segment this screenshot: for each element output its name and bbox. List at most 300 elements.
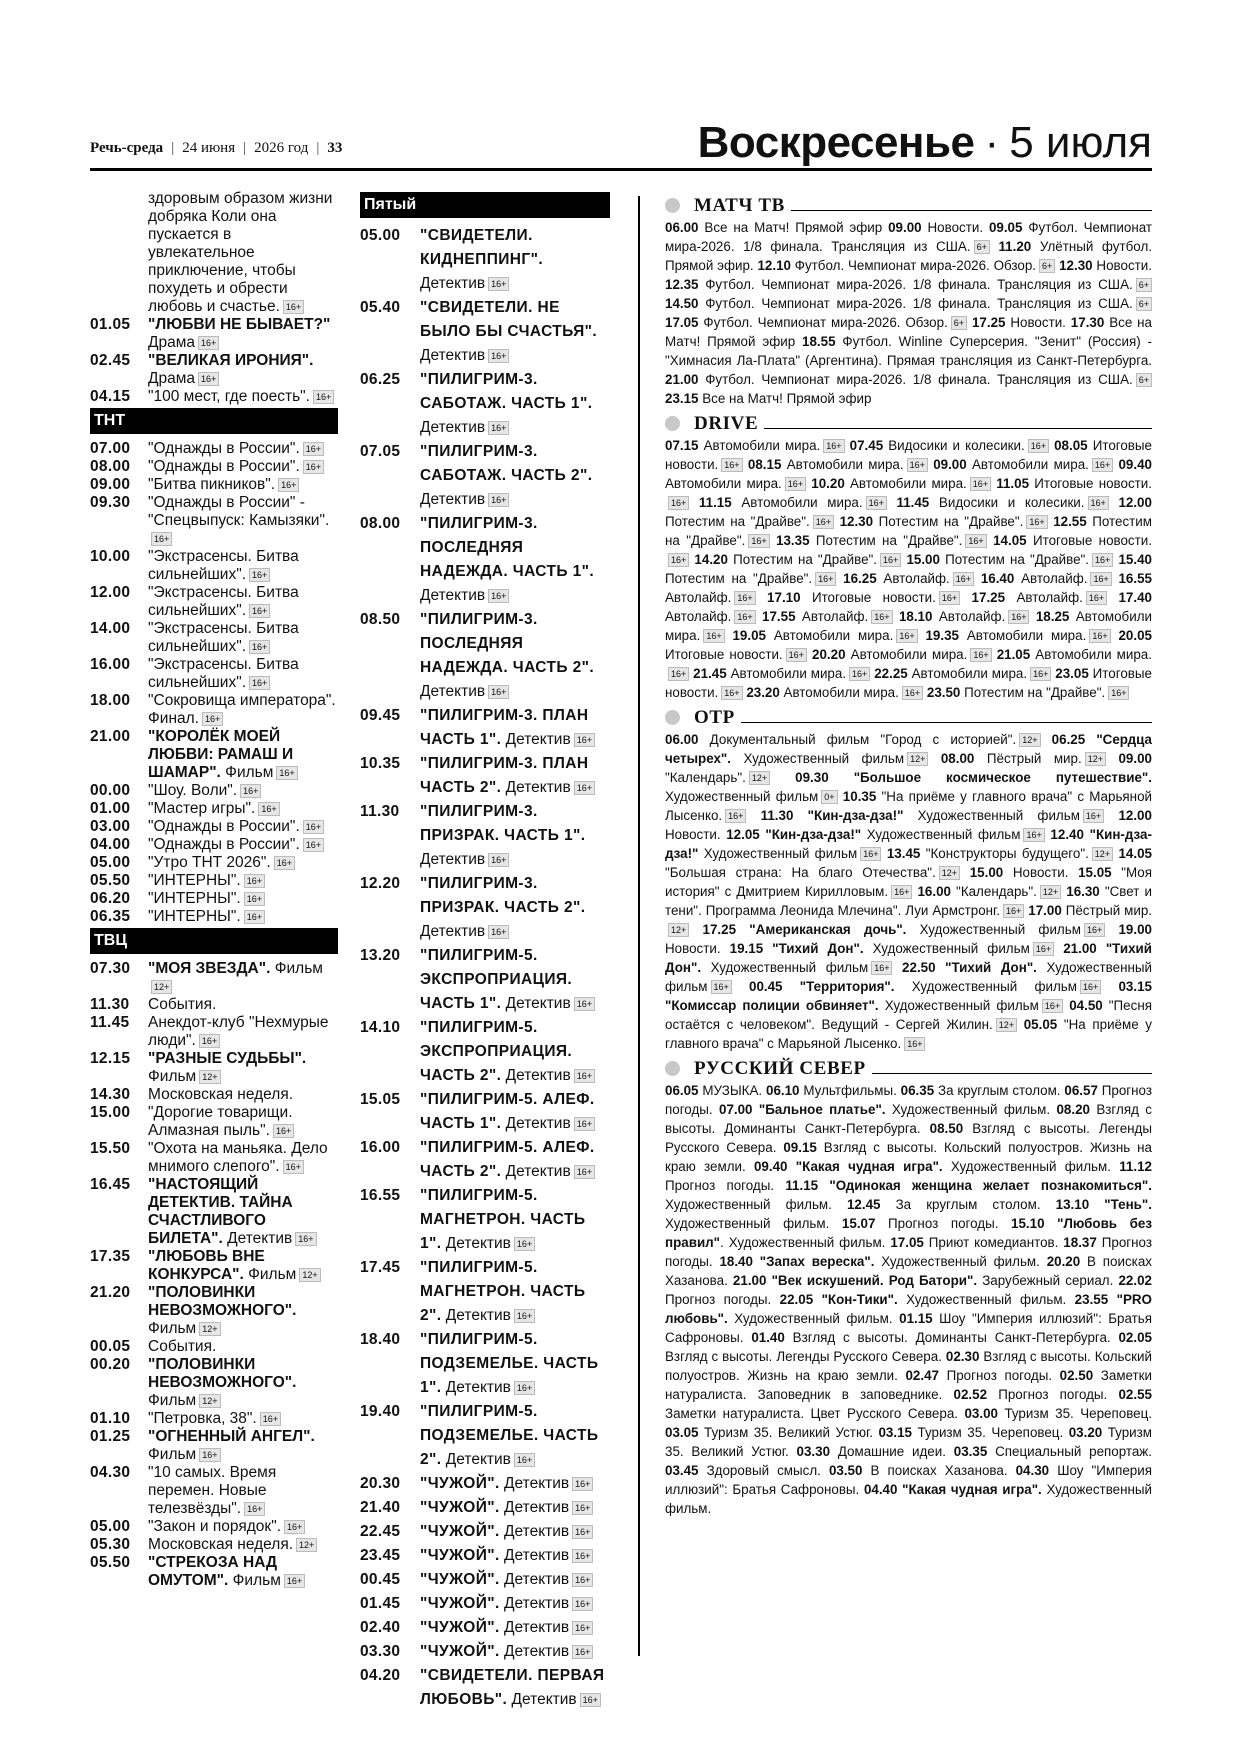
schedule-row xyxy=(360,1568,610,1592)
program-time: 20.30 xyxy=(360,1475,401,1492)
schedule-row xyxy=(90,1086,338,1104)
program-time: 08.50 xyxy=(929,1121,964,1136)
age-rating-badge: 16+ xyxy=(574,733,595,747)
program-time: 21.00 xyxy=(665,372,699,387)
program-description xyxy=(148,996,338,1014)
program-description xyxy=(148,1356,338,1410)
age-rating-badge: 16+ xyxy=(970,648,991,662)
program-time: 13.10 xyxy=(1055,1197,1090,1212)
program-text: Художественный фильм. xyxy=(665,1482,1152,1516)
program-description xyxy=(148,548,338,584)
program-text: Прогноз погоды. xyxy=(665,1292,780,1307)
program-title: "Любовь без правил" xyxy=(665,1216,1152,1250)
program-title: "ПИЛИГРИМ-5. АЛЕФ. ЧАСТЬ 2". xyxy=(420,1139,595,1180)
program-time: 02.45 xyxy=(90,352,131,369)
program-text: Фильм xyxy=(243,1266,297,1283)
age-rating-badge: 16+ xyxy=(488,925,509,939)
program-time: 21.20 xyxy=(90,1284,131,1301)
program-time: 09.00 xyxy=(888,220,922,235)
schedule-row xyxy=(360,944,610,1016)
program-time: 07.45 xyxy=(849,438,884,453)
program-title: "ЧУЖОЙ". xyxy=(420,1619,500,1636)
program-text: "Однажды в России". xyxy=(148,440,300,457)
program-text: "Конструкторы будущего". xyxy=(920,846,1089,861)
program-description xyxy=(420,1256,610,1328)
program-description xyxy=(420,1616,610,1640)
schedule-row xyxy=(90,800,338,818)
program-time: 18.40 xyxy=(719,1254,753,1269)
program-text: Футбол. Чемпионат мира-2026. 1/8 финала. Трансляция из США. xyxy=(698,277,1133,292)
program-text: В поисках Хазанова. xyxy=(862,1463,1016,1478)
channel-header: ТВЦ xyxy=(90,928,338,954)
program-time xyxy=(90,190,148,316)
program-text: Домашние идеи. xyxy=(830,1444,954,1459)
circle-icon xyxy=(665,416,680,431)
program-text: Футбол. Чемпионат мира-2026. 1/8 финала. Трансляция из США. xyxy=(698,296,1133,311)
age-rating-badge: 16+ xyxy=(303,820,324,834)
program-time: 04.15 xyxy=(90,388,131,405)
program-text: "Однажды в России". xyxy=(148,458,300,475)
program-text: "Календарь". xyxy=(950,884,1037,899)
program-text: Футбол. Чемпионат мира-2026. Обзор. xyxy=(698,315,948,330)
program-description xyxy=(148,494,338,548)
age-rating-badge: 12+ xyxy=(1092,847,1113,861)
program-text: Детектив xyxy=(501,1163,571,1180)
program-time: 07.05 xyxy=(360,443,401,460)
program-text: Детектив xyxy=(420,683,486,700)
program-text: Художественный фильм xyxy=(665,960,1152,994)
program-description xyxy=(420,800,610,872)
age-rating-badge: 16+ xyxy=(1090,572,1111,586)
age-rating-badge: 16+ xyxy=(240,784,261,798)
program-text: Автомобили мира. xyxy=(966,457,1089,472)
age-rating-badge: 16+ xyxy=(303,442,324,456)
schedule-row xyxy=(90,728,338,782)
program-text xyxy=(1107,590,1118,605)
program-title: "Комиссар полиции обвиняет". xyxy=(665,998,879,1013)
age-rating-badge: 16+ xyxy=(249,676,270,690)
program-time: 08.00 xyxy=(360,515,401,532)
header-line xyxy=(791,210,1152,211)
program-text: Новости. xyxy=(1003,865,1079,880)
schedule-row xyxy=(90,494,338,548)
channel-schedule xyxy=(665,1081,1152,1518)
program-time: 17.05 xyxy=(665,315,699,330)
program-text: "100 мест, где поесть". xyxy=(148,388,310,405)
program-time: 07.15 xyxy=(665,438,699,453)
program-text: Автомобили мира. xyxy=(958,628,1087,643)
age-rating-badge: 16+ xyxy=(572,1645,593,1659)
program-time: 16.55 xyxy=(1118,571,1152,586)
schedule-row xyxy=(360,1136,610,1184)
channel-name: ОТР xyxy=(694,707,735,728)
program-text: "Экстрасенсы. Битва сильнейших". xyxy=(148,584,299,619)
program-text xyxy=(1017,1017,1024,1032)
age-rating-badge: 16+ xyxy=(896,629,917,643)
program-title: "ВЕЛИКАЯ ИРОНИЯ". xyxy=(148,352,314,369)
program-description xyxy=(420,1640,610,1664)
program-description xyxy=(420,1472,610,1496)
age-rating-badge: 16+ xyxy=(260,1412,281,1426)
program-text xyxy=(936,960,946,975)
age-rating-badge: 12+ xyxy=(668,923,689,937)
program-title: "ПИЛИГРИМ-3. ПРИЗРАК. ЧАСТЬ 1". xyxy=(420,803,586,844)
program-text xyxy=(1108,1292,1116,1307)
age-rating-badge: 16+ xyxy=(198,372,219,386)
program-time: 03.50 xyxy=(828,1463,863,1478)
program-time: 22.25 xyxy=(874,666,908,681)
program-text: Детектив xyxy=(420,851,486,868)
program-text: Итоговые новости. xyxy=(665,666,1152,700)
program-text: Детектив xyxy=(501,1115,571,1132)
age-rating-badge: 16+ xyxy=(198,336,219,350)
age-rating-badge: 16+ xyxy=(668,553,689,567)
program-time: 16.55 xyxy=(360,1187,401,1204)
program-time: 09.15 xyxy=(783,1140,817,1155)
program-text: "Закон и порядок". xyxy=(148,1518,281,1535)
age-rating-badge: 16+ xyxy=(711,980,732,994)
program-time: 17.35 xyxy=(90,1248,131,1265)
program-text: Приют комедиантов. xyxy=(923,1235,1064,1250)
program-title: "ПИЛИГРИМ-5. МАГНЕТРОН. ЧАСТЬ 1". xyxy=(420,1187,586,1252)
program-text: Художественный фильм xyxy=(731,751,905,766)
program-description xyxy=(148,1536,338,1554)
program-text: "Утро ТНТ 2026". xyxy=(148,854,271,871)
program-text xyxy=(892,960,902,975)
age-rating-badge: 16+ xyxy=(1092,458,1113,472)
schedule-row xyxy=(90,620,338,656)
schedule-row xyxy=(90,1104,338,1140)
program-text: Автолайф. xyxy=(795,609,869,624)
program-description xyxy=(148,1410,338,1428)
program-description xyxy=(148,960,338,996)
program-text xyxy=(813,1292,821,1307)
schedule-row xyxy=(360,800,610,872)
separator: | xyxy=(316,140,320,156)
age-rating-badge: 16+ xyxy=(1033,942,1054,956)
program-time: 12.30 xyxy=(839,514,874,529)
program-time: 03.15 xyxy=(1118,979,1152,994)
program-text: Автолайф. xyxy=(665,590,732,605)
program-time: 12.00 xyxy=(1118,808,1152,823)
age-rating-badge: 16+ xyxy=(953,572,974,586)
channel-header: ТНТ xyxy=(90,408,338,434)
program-time: 06.05 xyxy=(665,1083,699,1098)
age-rating-badge: 16+ xyxy=(488,589,509,603)
program-time: 15.00 xyxy=(90,1104,131,1121)
program-text xyxy=(736,922,749,937)
program-time: 23.20 xyxy=(746,685,780,700)
program-title: "ЧУЖОЙ". xyxy=(420,1571,500,1588)
page-header-left xyxy=(90,140,342,157)
age-rating-badge: 16+ xyxy=(1089,629,1110,643)
program-description xyxy=(148,352,338,388)
program-title: "ПИЛИГРИМ-5. ЭКСПРОПРИАЦИЯ. ЧАСТЬ 2". xyxy=(420,1019,573,1084)
program-description xyxy=(420,1544,610,1568)
program-text: Автомобили мира. xyxy=(779,685,899,700)
program-text: "ИНТЕРНЫ". xyxy=(148,908,241,925)
age-rating-badge: 16+ xyxy=(488,853,509,867)
schedule-row xyxy=(90,476,338,494)
age-rating-badge: 16+ xyxy=(488,349,509,363)
schedule-row xyxy=(90,1140,338,1176)
program-description xyxy=(148,1248,338,1284)
schedule-row xyxy=(360,296,610,368)
program-text: Автомобили мира. xyxy=(731,495,863,510)
program-text: Детектив xyxy=(499,1547,570,1564)
program-text: Детектив xyxy=(420,491,486,508)
program-description xyxy=(148,458,338,476)
program-description xyxy=(148,692,338,728)
program-time: 00.00 xyxy=(90,782,131,799)
program-time: 22.05 xyxy=(779,1292,814,1307)
program-description xyxy=(148,854,338,872)
column-left xyxy=(90,190,338,1590)
program-time: 08.50 xyxy=(360,611,401,628)
program-time: 08.15 xyxy=(747,457,782,472)
program-time: 12.10 xyxy=(757,258,791,273)
program-text: Улётный футбол. Прямой эфир. xyxy=(665,239,1152,273)
program-text: Новости. xyxy=(665,941,730,956)
program-text: "ИНТЕРНЫ". xyxy=(148,872,241,889)
program-text: Детектив xyxy=(501,995,571,1012)
program-text xyxy=(1097,941,1106,956)
age-rating-badge: 12+ xyxy=(299,1268,320,1282)
program-time: 15.07 xyxy=(841,1216,876,1231)
program-time: 06.10 xyxy=(766,1083,800,1098)
program-description xyxy=(148,800,338,818)
program-text: Шоу "Империя иллюзий": Братья Сафроновы. xyxy=(665,1311,1152,1345)
schedule-row xyxy=(360,1520,610,1544)
program-description xyxy=(148,584,338,620)
schedule-row xyxy=(360,1592,610,1616)
program-time: 09.30 xyxy=(90,494,131,511)
schedule-row xyxy=(90,1248,338,1284)
program-description xyxy=(148,908,338,926)
program-time: 18.00 xyxy=(90,692,131,709)
program-time: 04.30 xyxy=(90,1464,131,1481)
program-text: Все на Матч! Прямой эфир xyxy=(698,391,872,406)
program-text: Детектив xyxy=(420,923,486,940)
age-rating-badge: 16+ xyxy=(823,439,844,453)
program-description xyxy=(148,1140,338,1176)
header-line xyxy=(764,428,1152,429)
program-time: 22.50 xyxy=(902,960,936,975)
program-text: "ИНТЕРНЫ". xyxy=(148,890,241,907)
schedule-row xyxy=(90,352,338,388)
program-text: Художественный фильм xyxy=(903,808,1080,823)
program-time: 09.00 xyxy=(90,476,131,493)
age-rating-badge: 16+ xyxy=(902,686,923,700)
schedule-row xyxy=(90,1014,338,1050)
program-description xyxy=(148,1338,338,1356)
schedule-row xyxy=(90,1410,338,1428)
program-time: 12.30 xyxy=(1059,258,1093,273)
program-description xyxy=(420,296,610,368)
program-text: Автомобили мира. xyxy=(765,628,894,643)
program-time: 14.10 xyxy=(360,1019,401,1036)
age-rating-badge: 16+ xyxy=(849,667,870,681)
program-time: 14.05 xyxy=(1118,846,1152,861)
age-rating-badge: 16+ xyxy=(786,648,807,662)
day-date: 5 июля xyxy=(1009,118,1152,167)
program-time: 23.50 xyxy=(926,685,961,700)
age-rating-badge: 12+ xyxy=(296,1538,317,1552)
schedule-row xyxy=(90,1536,338,1554)
program-time: 06.25 xyxy=(360,371,401,388)
program-text xyxy=(1045,1216,1058,1231)
program-text: Художественный фильм. xyxy=(942,1159,1120,1174)
program-description xyxy=(148,836,338,854)
program-text: Детектив xyxy=(499,1499,570,1516)
program-text: Взгляд с высоты. Доминанты Санкт-Петербурга. xyxy=(784,1330,1119,1345)
program-text xyxy=(689,495,699,510)
program-time: 03.20 xyxy=(1068,1425,1103,1440)
program-time: 01.45 xyxy=(360,1595,401,1612)
age-rating-badge: 16+ xyxy=(725,809,746,823)
program-text xyxy=(756,590,767,605)
age-rating-badge: 12+ xyxy=(199,1322,220,1336)
schedule-row xyxy=(90,818,338,836)
age-rating-badge: 16+ xyxy=(970,477,991,491)
schedule-row xyxy=(360,512,610,608)
program-description xyxy=(420,1520,610,1544)
program-text xyxy=(960,590,971,605)
program-description xyxy=(148,1176,338,1248)
program-time: 02.40 xyxy=(360,1619,401,1636)
program-text: "Экстрасенсы. Битва сильнейших". xyxy=(148,620,299,655)
schedule-row xyxy=(90,1356,338,1410)
program-text: Фильм xyxy=(270,960,323,977)
column-middle xyxy=(360,190,610,1712)
program-text: "Дорогие товарищи. Алмазная пыль". xyxy=(148,1104,293,1139)
schedule-row xyxy=(360,872,610,944)
age-rating-badge: 16+ xyxy=(249,568,270,582)
age-rating-badge: 12+ xyxy=(199,1070,220,1084)
age-rating-badge: 16+ xyxy=(572,1477,593,1491)
program-text: Зарубежный сериал. xyxy=(977,1273,1119,1288)
program-time: 06.20 xyxy=(90,890,131,907)
program-text xyxy=(783,979,800,994)
program-time: 03.00 xyxy=(964,1406,998,1421)
separator: | xyxy=(243,140,247,156)
age-rating-badge: 16+ xyxy=(580,1693,601,1707)
program-time: 02.05 xyxy=(1118,1330,1152,1345)
column-divider xyxy=(638,196,640,1656)
program-text: Потестим на "Драйве". xyxy=(665,514,1152,548)
program-title: "ОГНЕННЫЙ АНГЕЛ". xyxy=(148,1428,315,1445)
program-time: 12.15 xyxy=(90,1050,131,1067)
program-time: 08.20 xyxy=(1056,1102,1090,1117)
schedule-row xyxy=(90,440,338,458)
program-text: "Шоу. Воли". xyxy=(148,782,238,799)
program-text: Драма xyxy=(148,334,196,351)
program-text: здоровым образом жизни добряка Коли она пускается в увлекательное приключение, чтобы похудеть и обрести любовь и счастье. xyxy=(148,190,333,315)
program-title: "ЧУЖОЙ". xyxy=(420,1547,500,1564)
age-rating-badge: 6+ xyxy=(1136,373,1152,387)
age-rating-badge: 16+ xyxy=(1026,515,1047,529)
program-text: Детектив xyxy=(501,731,571,748)
program-text: Итоговые новости. xyxy=(800,590,936,605)
program-time: 15.10 xyxy=(1011,1216,1045,1231)
age-rating-badge: 6+ xyxy=(951,316,967,330)
age-rating-badge: 16+ xyxy=(574,781,595,795)
schedule-row xyxy=(90,1050,338,1086)
program-title: "Кон-Тики". xyxy=(821,1292,898,1307)
age-rating-badge: 16+ xyxy=(939,591,960,605)
program-time: 02.52 xyxy=(953,1387,988,1402)
program-time: 14.30 xyxy=(90,1086,131,1103)
program-time: 19.05 xyxy=(732,628,766,643)
program-time: 17.55 xyxy=(762,609,796,624)
age-rating-badge: 16+ xyxy=(904,1037,925,1051)
program-text: Автомобили мира. xyxy=(665,609,1152,643)
program-time: 01.25 xyxy=(90,1428,131,1445)
program-time: 21.00 xyxy=(1063,941,1097,956)
program-text: "Сокровища императора". Финал. xyxy=(148,692,336,727)
program-description xyxy=(420,608,610,704)
program-time: 09.40 xyxy=(753,1159,788,1174)
program-text xyxy=(928,751,941,766)
program-time: 06.00 xyxy=(665,732,699,747)
program-title: "ЧУЖОЙ". xyxy=(420,1643,500,1660)
age-rating-badge: 16+ xyxy=(965,534,986,548)
program-title: "Большое космическое путешествие". xyxy=(853,770,1152,785)
age-rating-badge: 16+ xyxy=(703,629,724,643)
header-line xyxy=(872,1073,1152,1074)
program-time: 15.05 xyxy=(1078,865,1112,880)
program-text xyxy=(974,571,981,586)
schedule-row xyxy=(360,1088,610,1136)
program-description xyxy=(148,190,338,316)
issue-year: 2026 год xyxy=(254,140,309,156)
age-rating-badge: 16+ xyxy=(1042,999,1063,1013)
program-description xyxy=(148,476,338,494)
program-description xyxy=(420,1664,610,1712)
schedule-row xyxy=(90,908,338,926)
age-rating-badge: 16+ xyxy=(668,667,689,681)
program-text: "Моя история" с Дмитрием Кирилловым. xyxy=(665,865,1152,899)
program-time: 14.05 xyxy=(993,533,1027,548)
age-rating-badge: 12+ xyxy=(199,1394,220,1408)
program-text: Художественный фильм. xyxy=(665,1216,842,1231)
age-rating-badge: 16+ xyxy=(199,1448,220,1462)
program-title: "ПИЛИГРИМ-3. ПОСЛЕДНЯЯ НАДЕЖДА. ЧАСТЬ 1". xyxy=(420,515,595,580)
program-time: 08.05 xyxy=(1054,438,1088,453)
program-time: 12.05 xyxy=(726,827,760,842)
age-rating-badge: 16+ xyxy=(273,1124,294,1138)
program-title: "ЛЮБОВЬ ВНЕ КОНКУРСА". xyxy=(148,1248,265,1283)
program-time: 11.20 xyxy=(998,239,1032,254)
program-text: Потестим на "Драйве". xyxy=(960,685,1106,700)
program-text: Автолайф. xyxy=(1005,590,1083,605)
program-title: "Кин-дза-дза!" xyxy=(807,808,904,823)
age-rating-badge: 12+ xyxy=(996,1018,1017,1032)
program-text: Взгляд с высоты. Кольский полуостров. Жизнь на краю земли. xyxy=(665,1349,1152,1383)
program-text xyxy=(788,1159,796,1174)
program-time: 00.05 xyxy=(90,1338,131,1355)
program-text: Новости. xyxy=(1092,258,1152,273)
program-time: 16.25 xyxy=(843,571,877,586)
program-text: За круглым столом. xyxy=(880,1197,1056,1212)
program-time: 16.40 xyxy=(980,571,1015,586)
program-text xyxy=(746,808,760,823)
program-text xyxy=(732,979,749,994)
program-time: 02.30 xyxy=(945,1349,980,1364)
schedule-row xyxy=(360,224,610,296)
program-title: "ПИЛИГРИМ-5. ПОДЗЕМЕЛЬЕ. ЧАСТЬ 1". xyxy=(420,1331,599,1396)
program-time: 21.05 xyxy=(996,647,1031,662)
